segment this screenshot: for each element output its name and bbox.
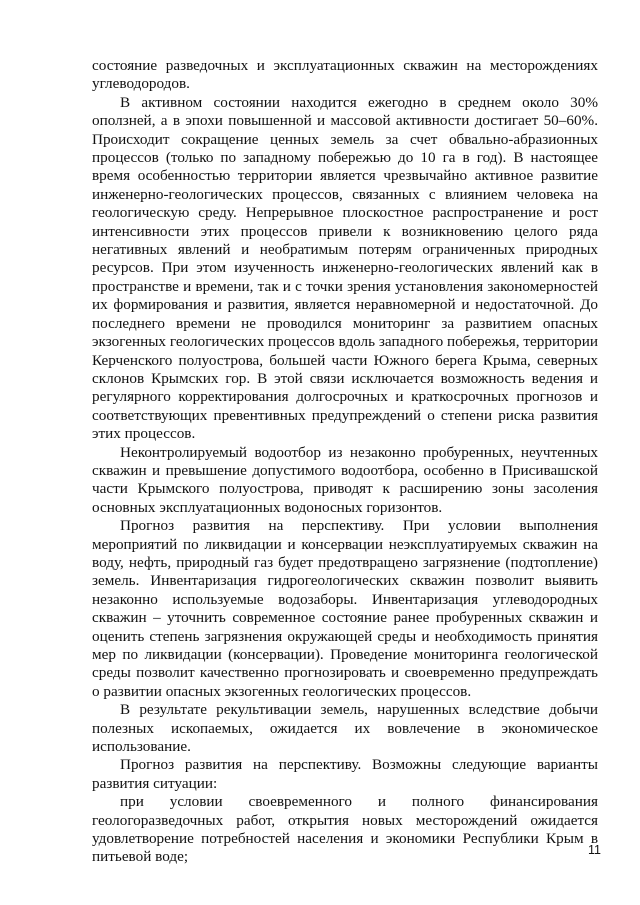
document-body xyxy=(92,57,598,867)
paragraph-forecast-variants: Прогноз развития на перспективу. Возможны следующие варианты развития ситуации: xyxy=(92,756,598,792)
paragraph-continuation: состояние разведочных и эксплуатационных скважин на месторождениях углеводородов. xyxy=(92,57,598,93)
paragraph-recultivation: В результате рекультивации земель, нарушенных вследствие добычи полезных ископаемых, ожидается их вовлечение в экономическое использование. xyxy=(92,701,598,756)
page-number: 11 xyxy=(588,843,601,857)
paragraph-forecast-wells: Прогноз развития на перспективу. При условии выполнения мероприятий по ликвидации и консервации неэксплуатируемых скважин на воду, нефть, природный газ будет предотвращено загрязнение (подтопление) земель. Инвентаризация гидрогеологических скважин позволит выявить незаконно используемые водозаборы. Инвентаризация углеводородных скважин – уточнить современное состояние ранее пробуренных скважин и оценить степень загрязнения окружающей среды и необходимость принятия мер по ликвидации (консервации). Проведение мониторинга геологической среды позволит качественно прогнозировать и своевременно предупреждать о развитии опасных экзогенных геологических процессов. xyxy=(92,517,598,700)
paragraph-water-intake: Неконтролируемый водоотбор из незаконно пробуренных, неучтенных скважин и превышение допустимого водоотбора, особенно в Присивашской части Крымского полуострова, приводят к расширению зоны засоления основных эксплуатационных водоносных горизонтов. xyxy=(92,443,598,516)
paragraph-landslides: В активном состоянии находится ежегодно в среднем около 30% оползней, а в эпохи повышенной и массовой активности достигает 50–60%. Происходит сокращение ценных земель за счет обвально-абразионных процессов (только по западному побережью до 10 га в год). В настоящее время особенностью территории является чрезвычайно активное развитие инженерно-геологических процессов, связанных с влиянием человека на геологическую среду. Непрерывное плоскостное распространение и рост интенсивности этих процессов привели к возникновению целого ряда негативных явлений и необратимым потерям ограниченных природных ресурсов. При этом изученность инженерно-геологических явлений как в пространстве и времени, так и с точки зрения установления закономерностей их формирования и развития, является неравномерной и недостаточной. До последнего времени не проводился мониторинг за развитием опасных экзогенных геологических процессов вдоль западного побережья, территории Керченского полуострова, большей части Южного берега Крыма, северных склонов Крымских гор. В этой связи исключается возможность ведения и регулярного корректирования долгосрочных и краткосрочных прогнозов и соответствующих превентивных предупреждений о степени риска развития этих процессов. xyxy=(92,93,598,443)
paragraph-financing-variant: при условии своевременного и полного финансирования геологоразведочных работ, открытия новых месторождений ожидается удовлетворение потребностей населения и экономики Республики Крым в питьевой воде; xyxy=(92,793,598,866)
